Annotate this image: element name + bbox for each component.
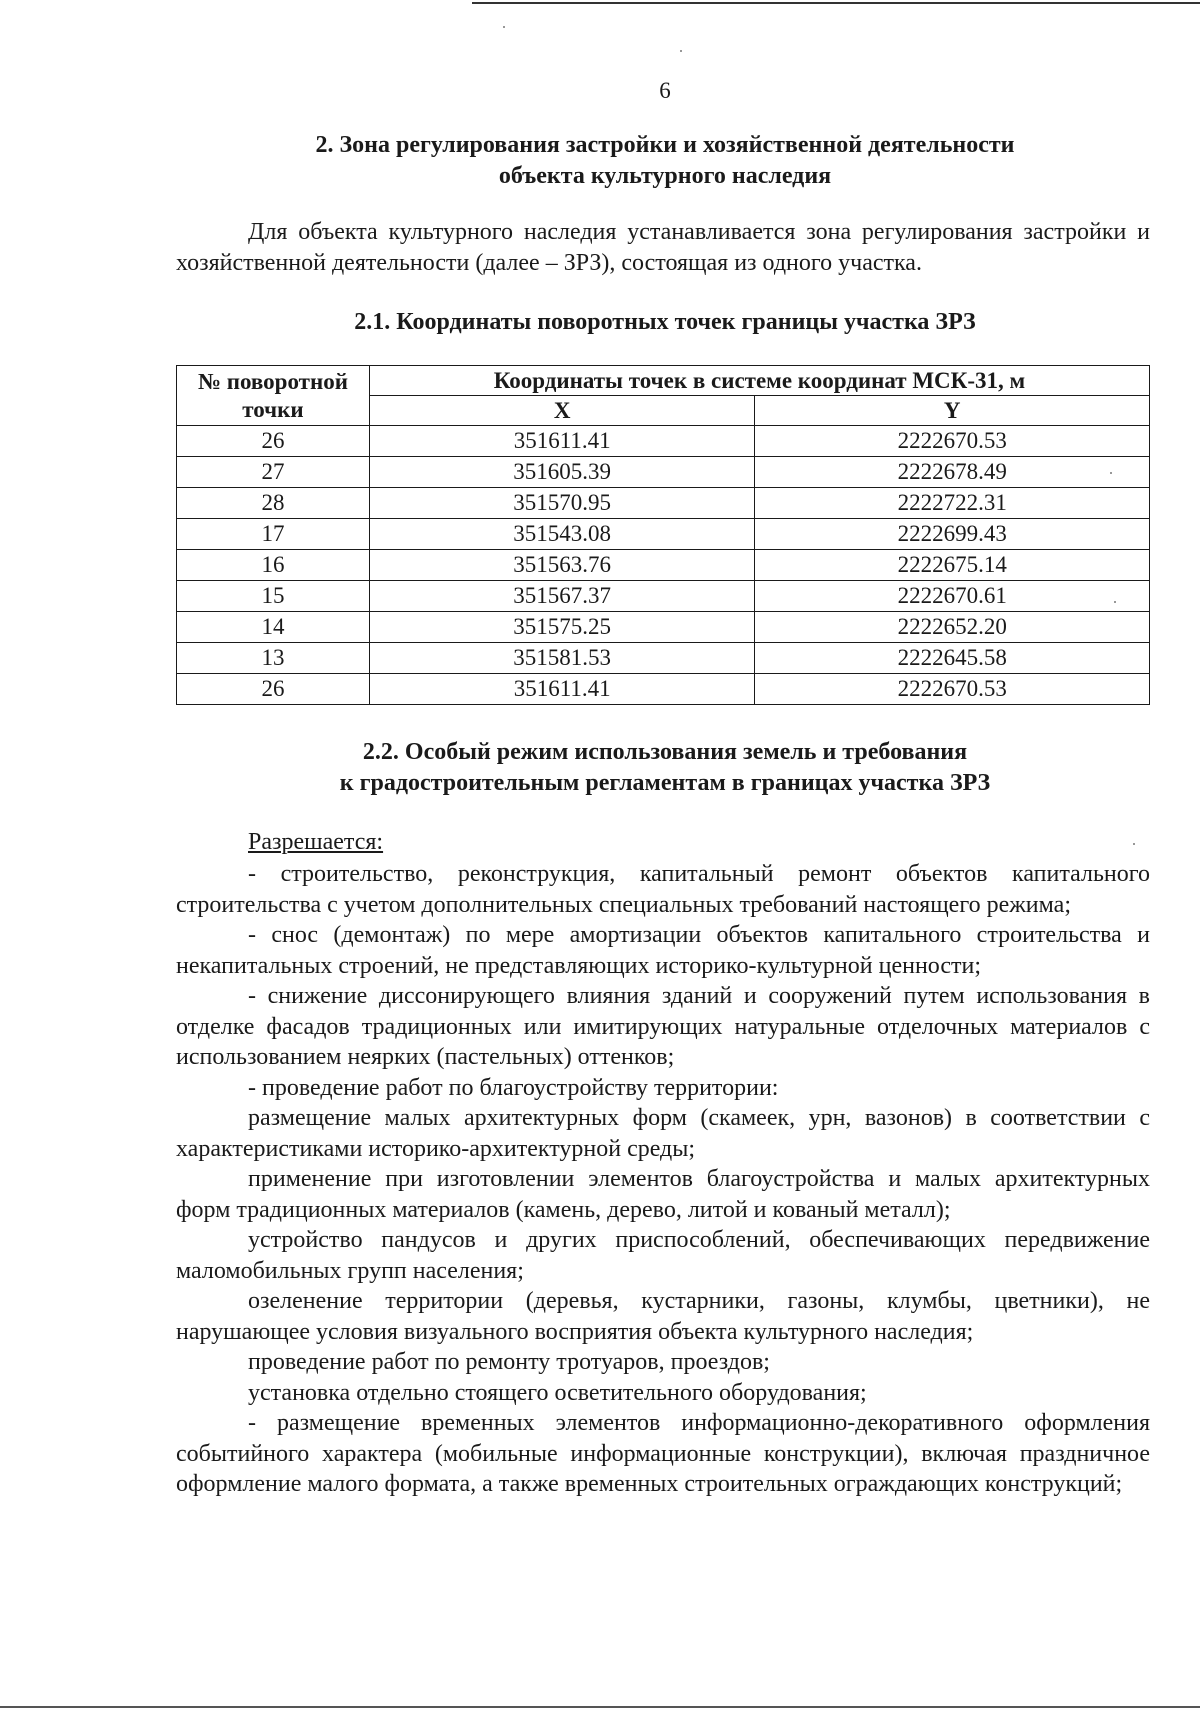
section-2-heading-line2: объекта культурного наследия xyxy=(498,163,832,189)
page-number: 6 xyxy=(659,78,671,103)
x-cell: 351567.37 xyxy=(369,581,755,612)
x-cell: 351543.08 xyxy=(369,519,755,550)
point-cell: 17 xyxy=(177,519,370,550)
y-cell: 2222670.61 xyxy=(755,581,1150,612)
section-2-2-heading xyxy=(0,737,1200,799)
y-cell: 2222678.49 xyxy=(755,457,1150,488)
point-cell: 26 xyxy=(177,674,370,705)
list-item: - проведение работ по благоустройству территории: xyxy=(248,1074,779,1101)
list-item: - размещение временных элементов информационно-декоративного оформления событийного характера (мобильные информационные конструкции), включая праздничное оформление малого формата, а также временных строительных ограждающих конструкций; xyxy=(176,1410,1150,1497)
header-y: Y xyxy=(755,396,1150,426)
table-row xyxy=(177,426,1150,457)
allowed-label: Разрешается: xyxy=(248,829,384,855)
coordinates-table xyxy=(176,365,1150,705)
list-item: устройство пандусов и других приспособлений, обеспечивающих передвижение маломобильных групп населения; xyxy=(176,1227,1150,1284)
table-row xyxy=(177,612,1150,643)
section-2-heading xyxy=(0,130,1200,192)
table-row xyxy=(177,488,1150,519)
table-row xyxy=(177,581,1150,612)
scan-speck xyxy=(1133,843,1135,845)
table-row xyxy=(177,519,1150,550)
x-cell: 351611.41 xyxy=(369,674,755,705)
x-cell: 351563.76 xyxy=(369,550,755,581)
x-cell: 351605.39 xyxy=(369,457,755,488)
x-cell: 351611.41 xyxy=(369,426,755,457)
header-point-line2: точки xyxy=(242,396,304,422)
scan-speck xyxy=(503,26,505,28)
section-2-heading-line1: 2. Зона регулирования застройки и хозяйственной деятельности xyxy=(315,132,1015,158)
header-coordinate-system: Координаты точек в системе координат МСК-31, м xyxy=(369,366,1149,396)
point-cell: 28 xyxy=(177,488,370,519)
header-point-line1: № поворотной xyxy=(197,368,348,394)
table-row xyxy=(177,643,1150,674)
point-cell: 13 xyxy=(177,643,370,674)
table-row xyxy=(177,674,1150,705)
table-row xyxy=(177,550,1150,581)
list-item: применение при изготовлении элементов благоустройства и малых архитектурных форм традиционных материалов (камень, дерево, литой и кованый металл); xyxy=(176,1166,1150,1223)
x-cell: 351570.95 xyxy=(369,488,755,519)
list-item: озеленение территории (деревья, кустарники, газоны, клумбы, цветники), не нарушающее условия визуального восприятия объекта культурного наследия; xyxy=(176,1288,1150,1345)
list-item: - снос (демонтаж) по мере амортизации объектов капитального строительства и некапитальных строений, не представляющих историко-культурной ценности; xyxy=(176,922,1150,979)
section-2-intro: Для объекта культурного наследия устанавливается зона регулирования застройки и хозяйственной деятельности (далее – ЗРЗ), состоящая из одного участка. xyxy=(176,219,1150,276)
y-cell: 2222675.14 xyxy=(755,550,1150,581)
header-x: X xyxy=(369,396,755,426)
y-cell: 2222670.53 xyxy=(755,674,1150,705)
point-cell: 26 xyxy=(177,426,370,457)
table-header-row xyxy=(177,366,1150,396)
section-2-2-heading-line2: к градостроительным регламентам в границах участка ЗРЗ xyxy=(339,770,991,796)
allowed-items-list xyxy=(176,859,1150,1500)
x-cell: 351581.53 xyxy=(369,643,755,674)
list-item: - снижение диссонирующего влияния зданий и сооружений путем использования в отделке фасадов традиционных или имитирующих натуральные отделочных материалов с использованием неярких (пастельных) оттенков; xyxy=(176,983,1150,1070)
point-cell: 16 xyxy=(177,550,370,581)
y-cell: 2222652.20 xyxy=(755,612,1150,643)
y-cell: 2222645.58 xyxy=(755,643,1150,674)
list-item: проведение работ по ремонту тротуаров, проездов; xyxy=(248,1349,770,1375)
section-2-1-heading: 2.1. Координаты поворотных точек границы участка ЗРЗ xyxy=(354,309,976,335)
point-cell: 14 xyxy=(177,612,370,643)
table-row xyxy=(177,457,1150,488)
y-cell: 2222670.53 xyxy=(755,426,1150,457)
point-cell: 15 xyxy=(177,581,370,612)
list-item: - строительство, реконструкция, капитальный ремонт объектов капитального строительства с учетом дополнительных специальных требований настоящего режима; xyxy=(176,861,1150,918)
list-item: установка отдельно стоящего осветительного оборудования; xyxy=(248,1379,867,1406)
scan-edge-top xyxy=(472,2,1200,4)
point-cell: 27 xyxy=(177,457,370,488)
header-point-number xyxy=(177,366,370,426)
x-cell: 351575.25 xyxy=(369,612,755,643)
list-item: размещение малых архитектурных форм (скамеек, урн, вазонов) в соответствии с характеристиками историко-архитектурной среды; xyxy=(176,1105,1150,1162)
y-cell: 2222722.31 xyxy=(755,488,1150,519)
y-cell: 2222699.43 xyxy=(755,519,1150,550)
scan-speck xyxy=(680,50,682,52)
section-2-2-heading-line1: 2.2. Особый режим использования земель и требования xyxy=(362,739,968,765)
scan-edge-bottom xyxy=(0,1706,1200,1708)
